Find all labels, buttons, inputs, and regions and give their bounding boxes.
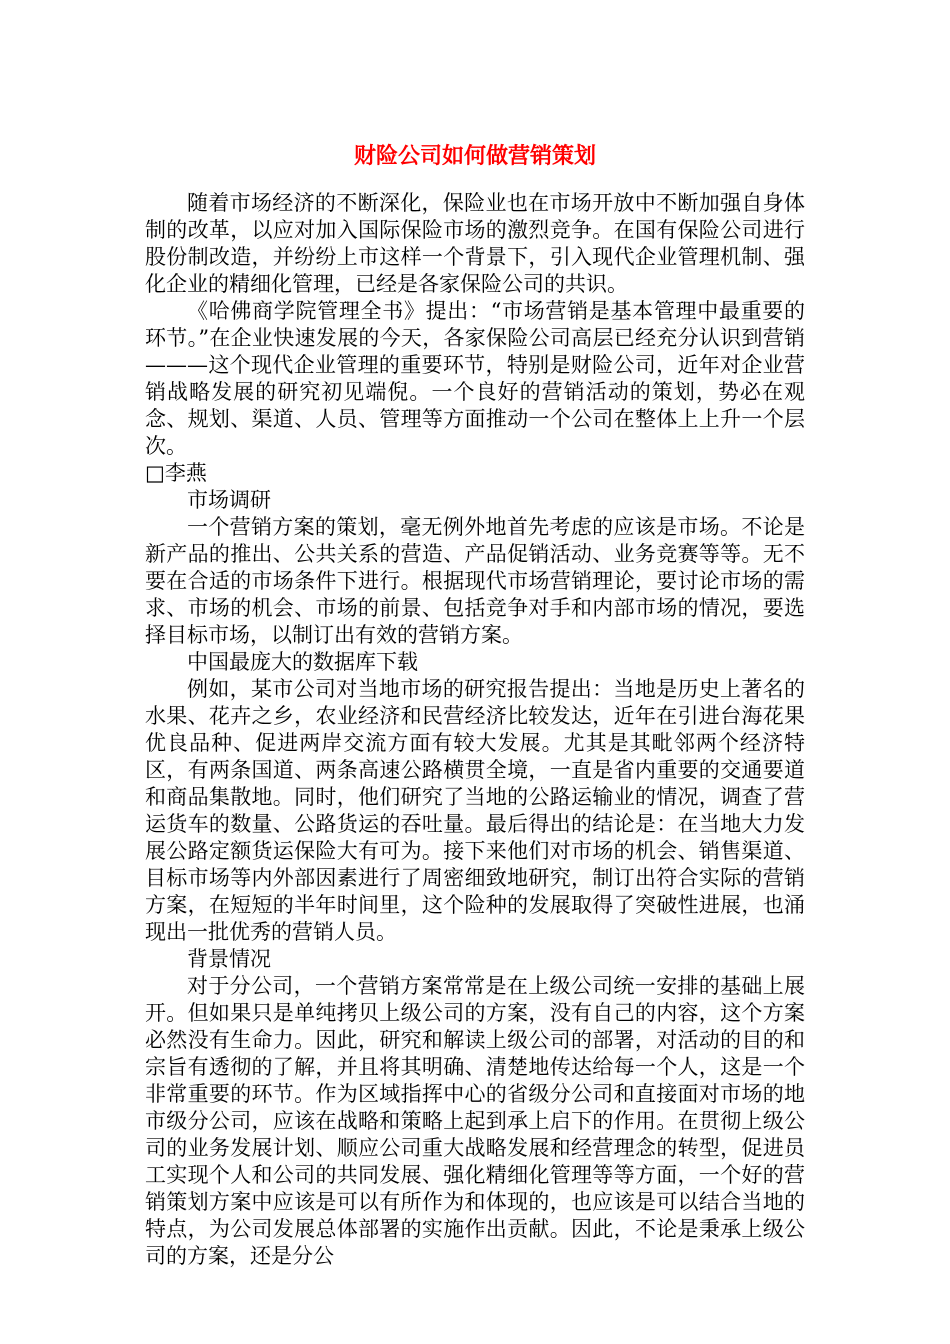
paragraph-example: 例如，某市公司对当地市场的研究报告提出：当地是历史上著名的水果、花卉之乡，农业经济和民营经济比较发达，近年在引进台海花果优良品种、促进两岸交流方面有较大发展。尤其是其毗邻两个经济特区，有两条国道、两条高速公路横贯全境，一直是省内重要的交通要道和商品集散地。同时，他们研究了当地的公路运输业的情况，调查了营运货车的数量、公路货运的吞吐量。最后得出的结论是：在当地大力发展公路定额货运保险大有可为。接下来他们对市场的机会、销售渠道、目标市场等内外部因素进行了周密细致地研究，制订出符合实际的营销方案，在短短的半年时间里，这个险种的发展取得了突破性进展，也涌现出一批优秀的营销人员。	[145, 677, 805, 944]
document-title: 财险公司如何做营销策划	[353, 144, 596, 169]
document-body	[145, 190, 805, 1270]
section-heading-market-research: 市场调研	[187, 488, 271, 512]
paragraph-background: 对于分公司，一个营销方案常常是在上级公司统一安排的基础上展开。但如果只是单纯拷贝上级公司的方案，没有自己的内容，这个方案必然没有生命力。因此，研究和解读上级公司的部署，对活动的目的和宗旨有透彻的了解，并且将其明确、清楚地传达给每一个人，这是一个非常重要的环节。作为区域指挥中心的省级分公司和直接面对市场的地市级分公司，应该在战略和策略上起到承上启下的作用。在贯彻上级公司的业务发展计划、顺应公司重大战略发展和经营理念的转型，促进员工实现个人和公司的共同发展、强化精细化管理等等方面，一个好的营销策划方案中应该是可以有所作为和体现的，也应该是可以结合当地的特点，为公司发展总体部署的实施作出贡献。因此，不论是秉承上级公司的方案，还是分公	[145, 974, 805, 1268]
paragraph-intro: 随着市场经济的不断深化，保险业也在市场开放中不断加强自身体制的改革，以应对加入国际保险市场的激烈竞争。在国有保险公司进行股份制改造，并纷纷上市这样一个背景下，引入现代企业管理机制、强化企业的精细化管理，已经是各家保险公司的共识。	[145, 191, 805, 296]
section-heading-background: 背景情况	[187, 947, 271, 971]
author-line: □李燕	[145, 461, 207, 485]
database-download-line: 中国最庞大的数据库下载	[187, 650, 418, 674]
paragraph-harvard-quote: 《哈佛商学院管理全书》提出：“市场营销是基本管理中最重要的环节。”在企业快速发展的今天，各家保险公司高层已经充分认识到营销———这个现代企业管理的重要环节，特别是财险公司，近年对企业营销战略发展的研究初见端倪。一个良好的营销活动的策划，势必在观念、规划、渠道、人员、管理等方面推动一个公司在整体上上升一个层次。	[145, 299, 805, 458]
paragraph-market-research: 一个营销方案的策划，毫无例外地首先考虑的应该是市场。不论是新产品的推出、公共关系的营造、产品促销活动、业务竞赛等等。无不要在合适的市场条件下进行。根据现代市场营销理论，要讨论市场的需求、市场的机会、市场的前景、包括竞争对手和内部市场的情况，要选择目标市场，以制订出有效的营销方案。	[145, 515, 805, 647]
